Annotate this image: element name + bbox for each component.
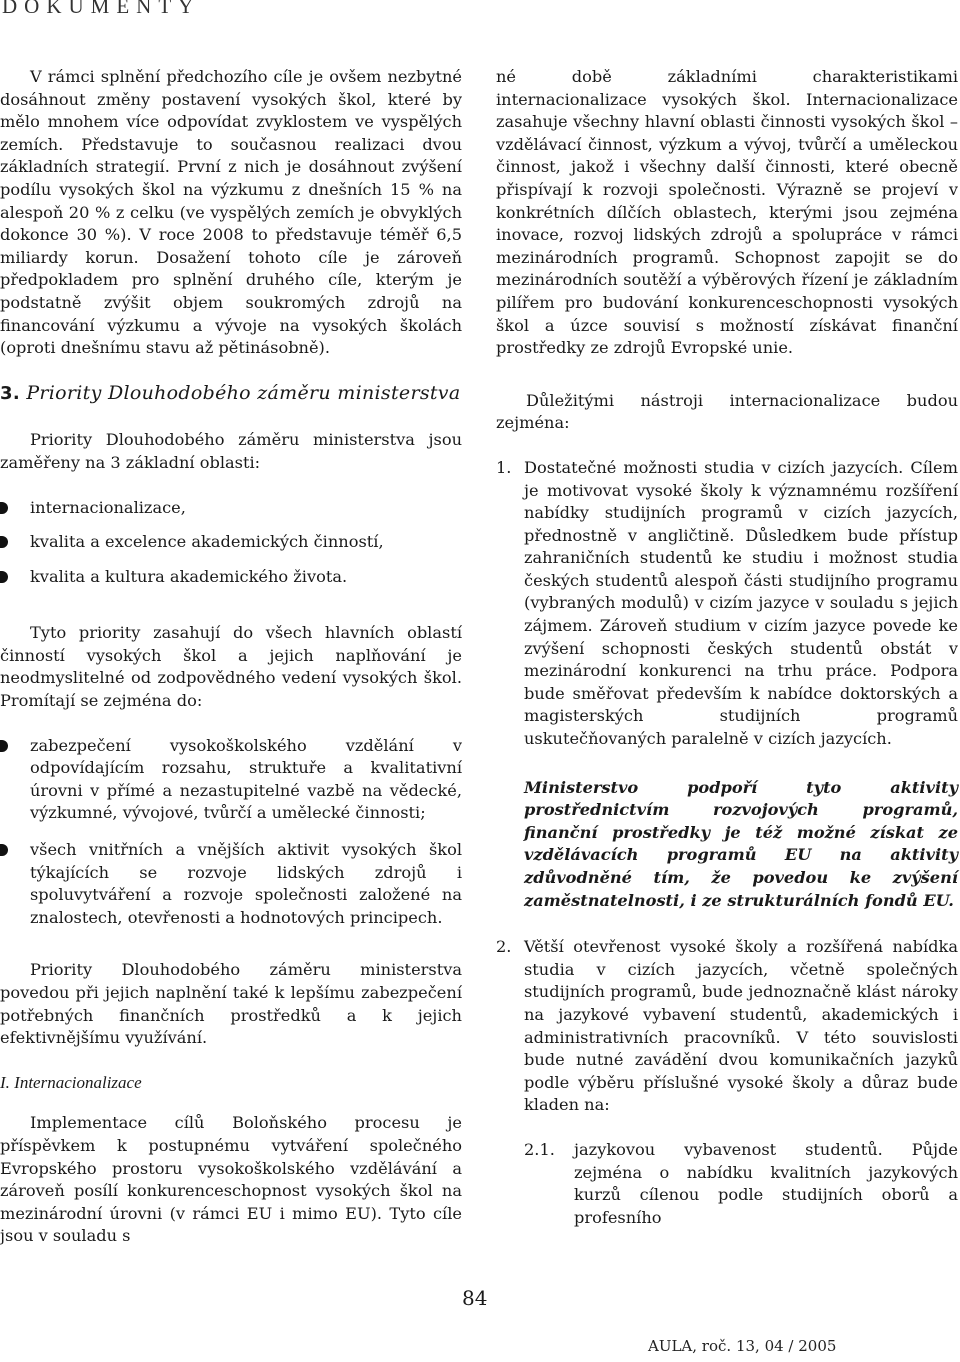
heading-number: 3.	[0, 382, 20, 404]
bullet-icon	[0, 536, 8, 548]
list-item: všech vnitřních a vnějších aktivit vysokých škol týkajících se rozvoje lidských zdrojů i spoluvytváření a rozvoje společnosti založené na znalostech, otevřenosti a hodnotových principech.	[0, 839, 462, 929]
list-item: kvalita a excelence akademických činností,	[0, 531, 462, 554]
subsection-title: I. Internacionalizace	[0, 1072, 142, 1092]
list-item: internacionalizace,	[0, 497, 462, 520]
paragraph: Implementace cílů Boloňského procesu je příspěvkem k postupnému vytváření společného Evropského prostoru vysokoškolského vzdělávání a zároveň posílí konkurenceschopnost vysokých škol na mezinárodní úrovni (v rámci EU i mimo EU). Tyto cíle jsou v souladu s	[0, 1113, 462, 1246]
bullet-icon	[0, 740, 8, 752]
list-item: zabezpečení vysokoškolského vzdělání v odpovídajícím rozsahu, struktuře a kvalitativní úrovni v přímé a nezastupitelné vazbě na vědecké, výzkumné, vývojové, tvůrčí a umělecké činnosti;	[0, 735, 462, 825]
paragraph: Priority Dlouhodobého záměru ministerstva jsou zaměřeny na 3 základní oblasti:	[0, 430, 462, 472]
heading-text: Priority Dlouhodobého záměru ministerstva	[26, 381, 461, 404]
emphasis-paragraph: Ministerstvo podpoří tyto aktivity prostřednictvím rozvojových programů, finanční prostředky je též možné získat ze vzdělávacích programů EU na aktivity zdůvodněné tím, že povedou ke zvýšení zaměstnatelnosti, i ze strukturálních fondů EU.	[524, 777, 958, 910]
section-header: DOKUMENTY	[2, 0, 201, 18]
bullet-icon	[0, 571, 8, 583]
areas-list	[0, 497, 462, 589]
list-item: kvalita a kultura akademického života.	[0, 566, 462, 589]
paragraph: Důležitými nástroji internacionalizace budou zejména:	[496, 390, 958, 433]
paragraph: né době základními charakteristikami internacionalizace vysokých škol. Internacionalizace zasahuje všechny hlavní oblasti činnosti vysokých škol – vzdělávací činnost, výzkum a vývoj, tvůrčí a uměleckou činnost, jakož i všechny další činnosti, které obecně přispívají k rozvoji společnosti. Výrazně se projeví v konkrétních dílčích oblastech, kterými jsou zejména inovace, rozvoj lidských zdrojů a spolupráce v rámci mezinárodních programů. Schopnost zapojit se do mezinárodních soutěží a výběrových řízení je základním pilířem pro budování konkurenceschopnosti vysokých škol a úzce souvisí s možností získávat finanční prostředky ze zdrojů Evropské unie.	[496, 67, 958, 358]
right-column	[496, 66, 958, 1229]
paragraph: V rámci splnění předchozího cíle je ovšem nezbytné dosáhnout změny postavení vysokých škol, které by mělo mnohem více odpovídat zvyklostem ve vyspělých zemích. Představuje to současnou realizaci dvou základních strategií. První z nich je dosáhnout zvýšení podílu vysokých škol na výzkumu z dnešních 15 % na alespoň 20 % z celku (ve vyspělých zemích je obvyklých dokonce 30 %). V roce 2008 to představuje téměř 6,5 miliardy korun. Dosažení tohoto cíle je zároveň předpokladem pro splnění druhého cíle, kterým je podstatně zvýšit objem soukromých zdrojů na financování výzkumu a vývoje na vysokých školách (oproti dnešnímu stavu až pětinásobně).	[0, 67, 462, 358]
tools-list	[496, 457, 958, 751]
left-column	[0, 66, 462, 1270]
journal-footer: AULA, roč. 13, 04 / 2005	[648, 1337, 837, 1355]
tools-list	[496, 936, 958, 1117]
projections-list	[0, 735, 462, 930]
bullet-icon	[0, 502, 8, 514]
paragraph: Priority Dlouhodobého záměru ministerstva povedou při jejich naplnění také k lepšímu zabezpečení potřebných finančních prostředků a k jejich efektivnějšímu využívání.	[0, 960, 462, 1048]
sub-list-item: 2.1. jazykovou vybavenost studentů. Půjde zejména o nabídku kvalitních jazykových kurzů cílenou podle studijních oborů a profesního	[524, 1139, 958, 1227]
paragraph: Tyto priority zasahují do všech hlavních oblastí činností vysokých škol a jejich naplňování je neodmyslitelné od zodpovědného vedení vysokých škol. Promítají se zejména do:	[0, 623, 462, 711]
page-number: 84	[462, 1286, 488, 1310]
section-heading	[0, 382, 462, 406]
list-item: 2. Větší otevřenost vysoké školy a rozšířená nabídka studia v cizích jazycích, včetně společných studijních programů, bude jednoznačně klást nároky na jazykové vybavení studentů, akademických i administrativních pracovníků. V této souvislosti bude nutné zavádění dvou komunikačních jazyků podle výběru příslušné vysoké školy a důraz bude kladen na:	[496, 937, 958, 1115]
bullet-icon	[0, 844, 8, 856]
list-item: 1. Dostatečné možnosti studia v cizích jazycích. Cílem je motivovat vysoké školy k významnému rozšíření nabídky studijních programů v cizích jazycích, přednostně v angličtině. Důsledkem bude přístup zahraničních studentů ke studiu i možnost studia českých studentů alespoň části studijního programu (vybraných modulů) v cizím jazyce v souladu s jejich zájmem. Zároveň studium v cizím jazyce povede ke zvýšení schopnosti českých studentů obstát v mezinárodní konkurenci na trhu práce. Podpora bude směřovat především k nabídce doktorských a magisterských studijních programů uskutečňovaných paralelně v cizích jazycích.	[496, 457, 958, 749]
